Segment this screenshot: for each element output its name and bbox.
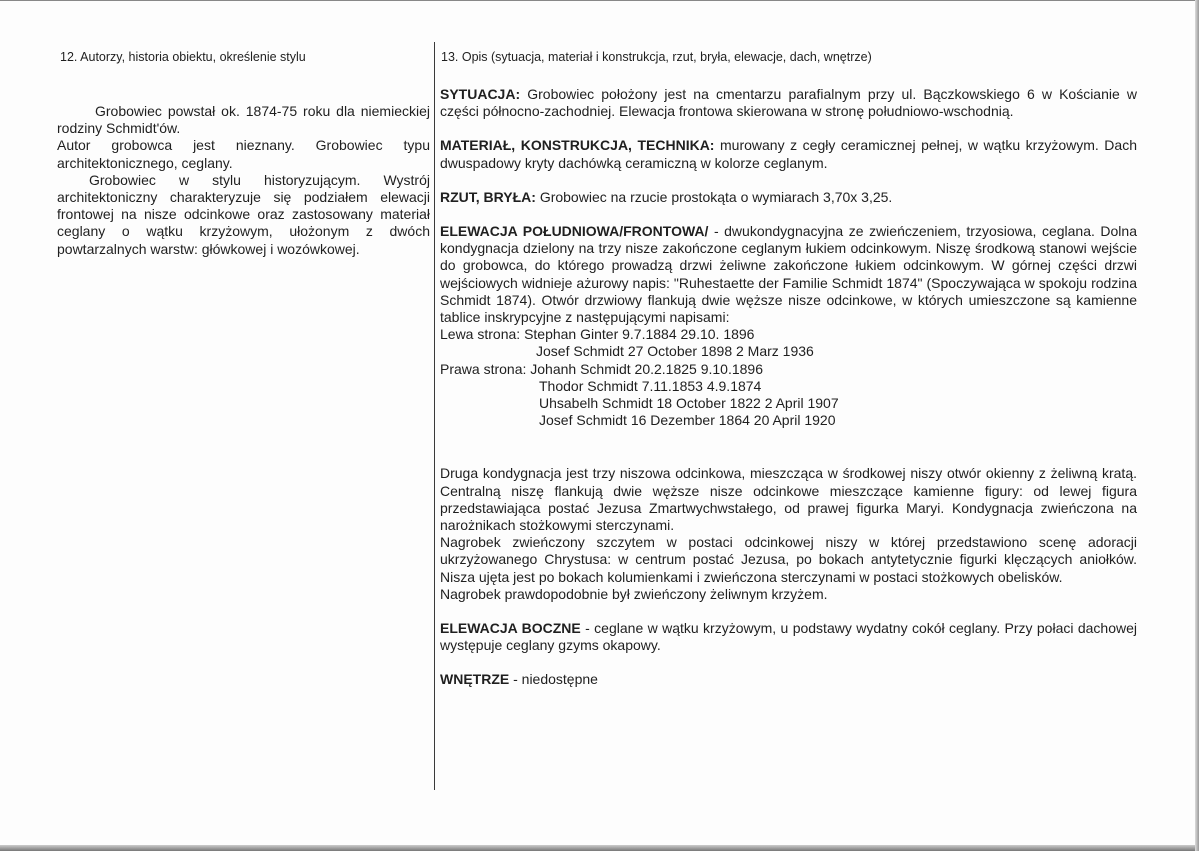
section-rzut — [440, 189, 1137, 206]
elewacja-text: - dwukondygnacyjna ze zwieńczeniem, trzyosiowa, ceglana. Dolna kondygnacja dzielony na trzy nisze zakończone ceglanym łukiem odcinkowym. Niszę środkową stanowi wejście do grobowca, do którego prowadzą drzwi żeliwne zakończone łukiem odcinkowym. W górnej części drzwi wejściowych widnieje ażurowy napis: "Ruhestaette der Familie Schmidt 1874" (Spoczywająca w spokoju rodzina Schmidt 1874). Otwór drzwiowy flankują dwie węższe nisze odcinkowe, w których umieszczone są kamienne tablice inskrypcyjne z następującymi napisami: — [440, 223, 1137, 326]
sytuacja-label: SYTUACJA: — [440, 86, 521, 102]
section-material — [440, 137, 1137, 171]
inscription-left-1: Stephan Ginter 9.7.1884 29.10. 1896 — [524, 326, 755, 343]
elewacja-intro — [440, 223, 1137, 326]
description-column — [440, 86, 1137, 689]
inscription-right-1: Johanh Schmidt 20.2.1825 9.10.1896 — [530, 360, 764, 377]
section-12-header: 12. Autorzy, historia obiektu, określenie stylu — [60, 50, 306, 64]
elewacja-label: ELEWACJA POŁUDNIOWA/FRONTOWA/ — [440, 223, 709, 240]
inscription-right-4: Josef Schmidt 16 Dezember 1864 20 April 1920 — [539, 412, 836, 429]
history-paragraph-origin: Grobowiec powstał ok. 1874-75 roku dla niemieckiej rodziny Schmidt'ów. — [57, 103, 430, 137]
inscription-left-row-1 — [440, 326, 1137, 343]
lewa-strona-label: Lewa strona: — [440, 326, 521, 343]
column-divider — [434, 42, 435, 790]
elewacja-druga-kondygnacja: Druga kondygnacja jest trzy niszowa odcinkowa, mieszcząca w środkowej niszy otwór okienny z żeliwną kratą. Centralną niszę flankują dwie węższe nisze odcinkowe mieszczące kamienne figury: od lewej figura przedstawiająca postać Jezusa Zmartwychwstałego, od prawej figurka Maryi. Kondygnacja zwieńczona na narożnikach stożkowymi sterczynami. — [440, 465, 1137, 534]
inscription-right-row-3 — [440, 395, 1137, 412]
section-13-header: 13. Opis (sytuacja, materiał i konstrukcja, rzut, bryła, elewacje, dach, wnętrze) — [441, 50, 872, 64]
section-elewacja-boczne — [440, 620, 1137, 654]
inscription-left-2: Josef Schmidt 27 October 1898 2 Marz 1936 — [536, 343, 814, 360]
rzut-text: Grobowiec na rzucie prostokąta o wymiarach 3,70x 3,25. — [539, 188, 893, 205]
wnetrze-text: - niedostępne — [509, 671, 598, 688]
wnetrze-label: WNĘTRZE — [440, 671, 510, 688]
boczne-label: ELEWACJA BOCZNE — [440, 620, 581, 637]
scan-edge-bottom — [0, 845, 1199, 851]
inscription-right-3: Uhsabelh Schmidt 18 October 1822 2 April 1907 — [539, 395, 839, 412]
rzut-label: RZUT, BRYŁA: — [440, 188, 536, 205]
section-elewacja-frontowa — [440, 223, 1137, 603]
inscription-left-row-2 — [440, 343, 1137, 360]
prawa-strona-label: Prawa strona: — [440, 360, 527, 377]
history-column — [57, 103, 430, 258]
elewacja-nagrobek-szczyt: Nagrobek zwieńczony szczytem w postaci odcinkowej niszy w której przedstawiono scenę adoracji ukrzyżowanego Chrystusa: w centrum postać Jezusa, po bokach antytetycznie figurki klęczących aniołków. Nisza ujęta jest po bokach kolumienkami i zwieńczona sterczynami w postaci stożkowych obelisków. — [440, 534, 1137, 585]
inscription-right-row-4 — [440, 412, 1137, 429]
inscription-right-row-1 — [440, 361, 1137, 378]
history-paragraph-style: Grobowiec w stylu historyzującym. Wystrój architektoniczny charakteryzuje się podziałem elewacji frontowej na nisze odcinkowe oraz zastosowany materiał ceglany o wątku krzyżowym, ułożonym z dwóch powtarzalnych warstw: główkowej i wozówkowej. — [57, 171, 430, 257]
boczne-text: - ceglane w wątku krzyżowym, u podstawy wydatny cokół ceglany. Przy połaci dachowej występuje ceglany gzyms okapowy. — [440, 620, 1137, 654]
material-label: MATERIAŁ, KONSTRUKCJA, TECHNIKA: — [440, 137, 715, 154]
elewacja-nagrobek-krzyz: Nagrobek prawdopodobnie był zwieńczony żeliwnym krzyżem. — [440, 585, 828, 602]
material-text: murowany z cegły ceramicznej pełnej, w wątku krzyżowym. Dach dwuspadowy kryty dachówką ceramiczną w kolorze ceglanym. — [440, 137, 1137, 171]
section-sytuacja — [440, 86, 1137, 120]
history-paragraph-author: Autor grobowca jest nieznany. Grobowiec typu architektonicznego, ceglany. — [57, 137, 430, 171]
section-wnetrze — [440, 671, 1137, 688]
inscription-right-row-2 — [440, 378, 1137, 395]
sytuacja-text: Grobowiec położony jest na cmentarzu parafialnym przy ul. Bączkowskiego 6 w Kościanie w części północno-zachodniej. Elewacja frontowa skierowana w stronę południowo-wschodnią. — [440, 86, 1137, 120]
scan-edge-top — [0, 0, 1199, 1]
inscription-right-2: Thodor Schmidt 7.11.1853 4.9.1874 — [539, 377, 762, 394]
scan-edge-right — [1195, 0, 1199, 851]
